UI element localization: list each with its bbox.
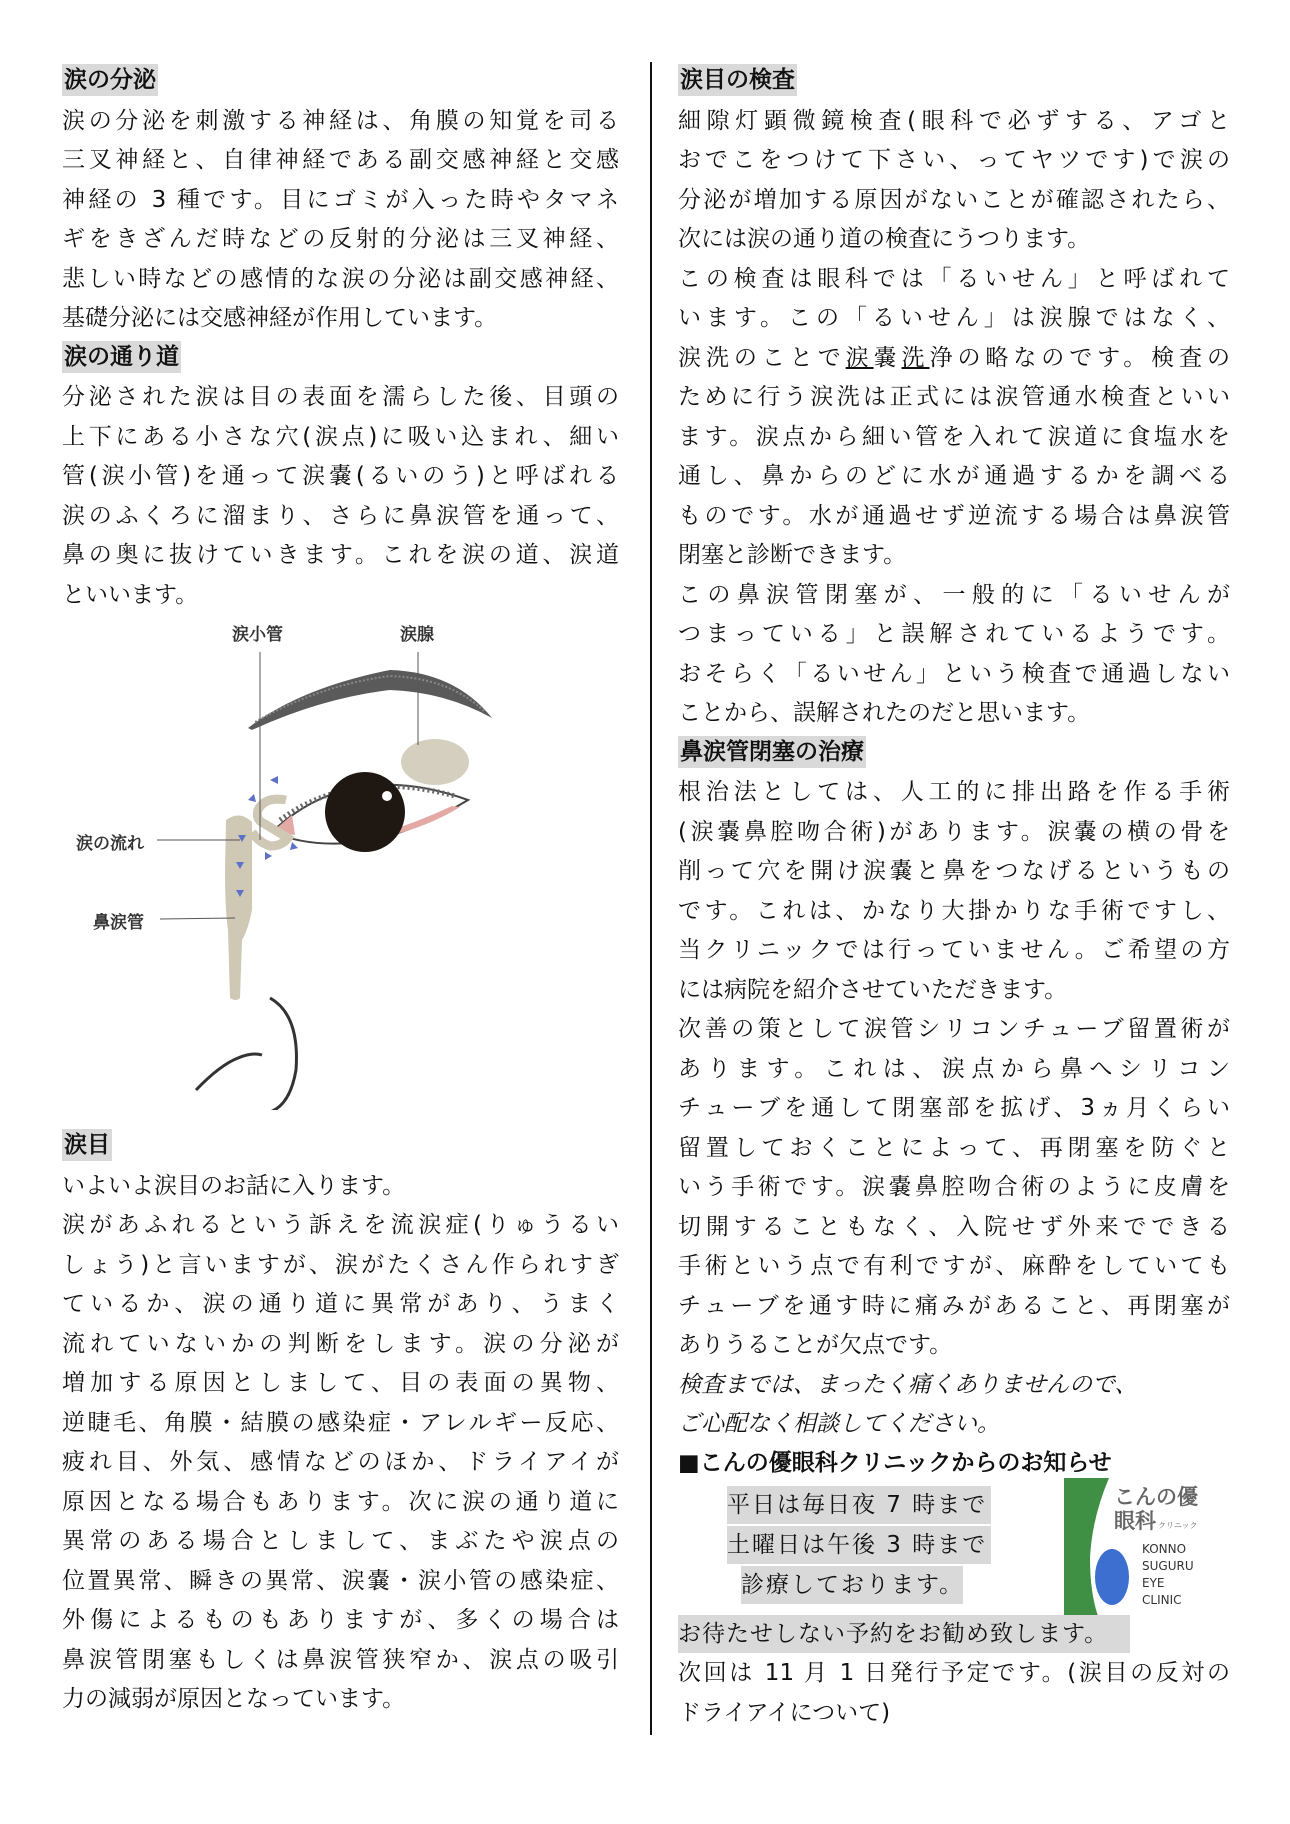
text-line: 留置しておくことによって、再閉塞を防ぐと (678, 1134, 1230, 1161)
hours-note: 診療しております。 (741, 1566, 963, 1604)
svg-text:SUGURU: SUGURU (1142, 1559, 1194, 1573)
text-line: 涙の分泌を刺激する神経は、角膜の知覚を司る (62, 107, 619, 134)
text-line: 閉塞と診断できます。 (678, 542, 907, 568)
text-line: といいます。 (62, 581, 199, 608)
text-line: 鼻の奥に抜けていきます。これを涙の道、涙道 (62, 542, 619, 568)
label-canaliculus: 涙小管 (232, 625, 283, 645)
text-line: 疲れ目、外気、感情などのほか、ドライアイが (62, 1449, 619, 1475)
text-line: チューブを通して閉塞部を拡げ、3ヵ月くらい (678, 1095, 1230, 1121)
text-line: 基礎分泌には交感神経が作用しています。 (62, 305, 498, 331)
text-segment: 嚢 (873, 344, 902, 371)
text-line: には病院を紹介させていただきます。 (678, 976, 1068, 1003)
text-line: (涙嚢鼻腔吻合術)があります。涙嚢の横の骨を (678, 818, 1230, 845)
text-line: ために行う涙洗は正式には涙管通水検査といい (678, 384, 1230, 410)
svg-text:CLINIC: CLINIC (1142, 1593, 1182, 1607)
tear-duct-illustration (60, 610, 560, 1110)
section-heading-text: 涙の通り道 (62, 341, 181, 373)
section-heading (678, 62, 1230, 102)
section-heading (678, 734, 1230, 774)
hours-saturday: 土曜日は午後 3 時まで (727, 1526, 991, 1564)
svg-text:EYE: EYE (1142, 1576, 1165, 1590)
text-line: 原因となる場合もあります。次に涙の通り道に (62, 1488, 619, 1515)
text-line: この鼻涙管閉塞が、一般的に「るいせんが (678, 581, 1230, 608)
clinic-logo (1064, 1478, 1202, 1616)
text-line: 涙があふれるという訴えを流涙症(りゅうるい (62, 1212, 619, 1238)
text-line: 分泌された涙は目の表面を濡らした後、目頭の (62, 384, 619, 410)
right-column (678, 62, 1230, 1445)
text-segment: 浄の略なのです。検査の (929, 344, 1231, 371)
svg-text:クリニック: クリニック (1158, 1521, 1198, 1530)
column-divider (650, 62, 652, 1735)
eye-diagram-icon (60, 610, 560, 1110)
reservation-note: お待たせしない予約をお勧め致します。 (678, 1615, 1130, 1653)
section-heading-text: 鼻涙管閉塞の治療 (678, 736, 866, 768)
svg-text:KONNO: KONNO (1142, 1542, 1187, 1556)
text-line: 鼻涙管閉塞もしくは鼻涙管狭窄か、涙点の吸引 (62, 1646, 619, 1673)
svg-text:眼科: 眼科 (1114, 1509, 1156, 1533)
text-line: 増加する原因としまして、目の表面の異物、 (62, 1370, 619, 1396)
underlined-text: 涙 (845, 344, 874, 371)
text-line: 外傷によるものもありますが、多くの場合は (62, 1607, 619, 1633)
text-line: います。この「るいせん」は涙腺ではなく、 (678, 305, 1230, 331)
svg-text:こんの優: こんの優 (1114, 1485, 1198, 1509)
text-line: ありうることが欠点です。 (678, 1332, 953, 1358)
label-tear-flow: 涙の流れ (76, 834, 144, 854)
text-line: 当クリニックでは行っていません。ご希望の方 (678, 937, 1230, 963)
text-line (678, 339, 1230, 379)
text-line: ます。涙点から細い管を入れて涙道に食塩水を (678, 423, 1230, 450)
text-line: 神経の 3 種です。目にゴミが入った時やタマネ (62, 186, 619, 213)
next-issue-line: ドライアイについて) (678, 1700, 891, 1726)
notice-heading: ■こんの優眼科クリニックからのお知らせ (678, 1450, 1112, 1476)
text-line: ているか、涙の通り道に異常があり、うまく (62, 1291, 619, 1317)
text-line: 流れていないかの判断をします。涙の分泌が (62, 1330, 619, 1357)
section-heading-text: 涙の分泌 (62, 64, 158, 96)
text-line: 通し、鼻からのどに水が通過するかを調べる (678, 463, 1230, 489)
italic-text-line: 検査までは、まったく痛くありませんので、 (678, 1371, 1138, 1398)
text-line: 削って穴を開け涙嚢と鼻をつなげるというもの (678, 858, 1230, 884)
label-nasolacrimal-duct: 鼻涙管 (93, 913, 144, 933)
section-heading (62, 1127, 619, 1167)
text-line: 管(涙小管)を通って涙嚢(るいのう)と呼ばれる (62, 463, 619, 489)
text-line: 悲しい時などの感情的な涙の分泌は副交感神経、 (62, 265, 619, 292)
text-line: 次には涙の通り道の検査にうつります。 (678, 226, 1091, 252)
text-line: いう手術です。涙嚢鼻腔吻合術のように皮膚を (678, 1174, 1230, 1200)
text-line: チューブを通す時に痛みがあること、再閉塞が (678, 1292, 1230, 1319)
text-line: 三叉神経と、自律神経である副交感神経と交感 (62, 147, 620, 173)
text-line: ことから、誤解されたのだと思います。 (678, 700, 1091, 726)
section-heading (62, 62, 619, 102)
text-line: 力の減弱が原因となっています。 (62, 1686, 406, 1712)
text-line: 手術という点で有利ですが、麻酔をしていても (678, 1253, 1230, 1279)
text-line: 切開することもなく、入院せず外来でできる (678, 1213, 1230, 1240)
text-line: おでこをつけて下さい、ってヤツです)で涙の (678, 147, 1230, 173)
next-issue-line: 次回は 11 月 1 日発行予定です。(涙目の反対の (678, 1660, 1230, 1686)
text-line: おそらく「るいせん」という検査で通過しない (678, 660, 1230, 687)
label-lacrimal-gland: 涙腺 (400, 625, 434, 645)
underlined-text: 洗 (901, 344, 930, 371)
text-line: いよいよ涙目のお話に入ります。 (62, 1172, 406, 1199)
text-line: 涙のふくろに溜まり、さらに鼻涙管を通って、 (62, 502, 619, 529)
text-line: 分泌が増加する原因がないことが確認されたら、 (678, 186, 1230, 213)
text-line: 細隙灯顕微鏡検査(眼科で必ずする、アゴと (678, 107, 1230, 134)
hours-weekday: 平日は毎日夜 7 時まで (727, 1486, 991, 1524)
section-heading-text: 涙目の検査 (678, 64, 797, 96)
text-line: 逆睫毛、角膜・結膜の感染症・アレルギー反応、 (62, 1409, 619, 1436)
text-line: 異常のある場合としまして、まぶたや涙点の (62, 1528, 619, 1554)
text-line: つまっている」と誤解されているようです。 (678, 621, 1230, 647)
section-heading (62, 339, 619, 379)
text-line: ものです。水が通過せず逆流する場合は鼻涙管 (678, 502, 1230, 529)
text-line: ギをきざんだ時などの反射的分泌は三叉神経、 (62, 226, 619, 252)
text-line: 上下にある小さな穴(涙点)に吸い込まれ、細い (62, 423, 619, 450)
text-line: 根治法としては、人工的に排出路を作る手術 (678, 779, 1230, 805)
clinic-logo-icon (1064, 1478, 1202, 1616)
italic-text-line: ご心配なく相談してください。 (678, 1411, 1000, 1437)
text-line: しょう)と言いますが、涙がたくさん作られすぎ (62, 1251, 619, 1278)
text-line: 次善の策として涙管シリコンチューブ留置術が (678, 1016, 1230, 1042)
text-line: この検査は眼科では「るいせん」と呼ばれて (678, 265, 1230, 292)
section-heading-text: 涙目 (62, 1129, 112, 1161)
text-line: あります。これは、涙点から鼻へシリコン (678, 1055, 1230, 1082)
text-line: 位置異常、瞬きの異常、涙嚢・涙小管の感染症、 (62, 1567, 619, 1594)
text-line: です。これは、かなり大掛かりな手術ですし、 (678, 897, 1230, 924)
text-segment: 涙洗のことで (678, 344, 846, 371)
